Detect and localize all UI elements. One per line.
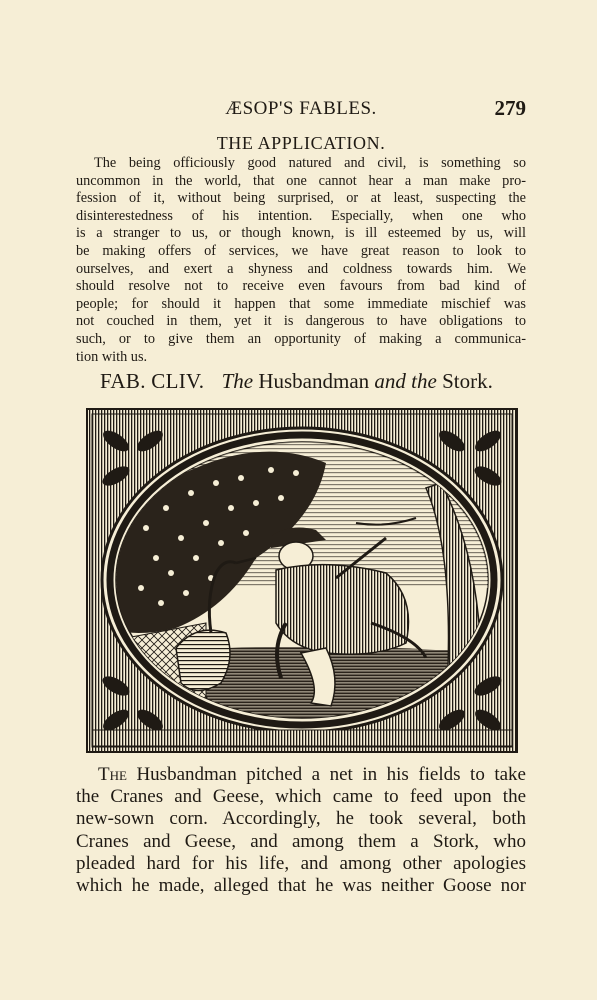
paragraph-line: should resolve not to receive even favours from bad kind of [76, 278, 526, 295]
paragraph-line: the Cranes and Geese, which came to feed upon the [76, 786, 526, 808]
paragraph-line [76, 764, 526, 786]
paragraph-line: not couched in them, yet it is dangerous to have obligations to [76, 313, 526, 330]
fable-paragraph [76, 764, 526, 897]
title-words-and-the: and the [374, 369, 437, 393]
paragraph-line: is a stranger to us, or though known, is ill esteemed by us, will [76, 225, 526, 242]
paragraph-line: uncommon in the world, that one cannot hear a man make pro- [76, 172, 526, 189]
woodcut-illustration [86, 408, 518, 753]
title-word-husbandman: Husbandman [258, 369, 370, 393]
paragraph-line: pleaded hard for his life, and among other apologies [76, 852, 526, 874]
title-word-stork: Stork. [442, 369, 493, 393]
title-word-the: The [221, 369, 254, 393]
paragraph-line: such, or to give them an opportunity of making a communica- [76, 330, 526, 347]
paragraph-line: be making offers of services, we have great reason to look to [76, 242, 526, 259]
fable-heading [100, 369, 520, 394]
paragraph-line: tion with us. [76, 348, 148, 365]
paragraph-line: new-sown corn. Accordingly, he took several, both [76, 808, 526, 830]
application-heading: THE APPLICATION. [216, 133, 386, 153]
paragraph-line: people; for should it happen that some immediate mischief was [76, 295, 526, 312]
paragraph-line: ourselves, and exert a shyness and coldness towards him. We [76, 260, 526, 277]
application-paragraph [76, 155, 526, 366]
paragraph-line: Cranes and Geese, and among them a Stork, who [76, 830, 526, 852]
opening-word: The [98, 764, 127, 785]
page-number: 279 [494, 96, 526, 120]
paragraph-line: The being officiously good natured and civil, is something so [94, 155, 526, 171]
paragraph-line: fession of it, without being surprised, or at least, suspecting the [76, 190, 526, 207]
paragraph-line: which he made, alleged that he was neither Goose nor [76, 875, 526, 897]
paragraph-line: disinterestedness of his intention. Especially, when one who [76, 207, 526, 224]
first-line-rest: Husbandman pitched a net in his fields to take [126, 764, 526, 785]
running-title: ÆSOP'S FABLES. [225, 98, 377, 119]
running-head [76, 96, 526, 122]
fable-number: FAB. CLIV. [100, 369, 205, 393]
